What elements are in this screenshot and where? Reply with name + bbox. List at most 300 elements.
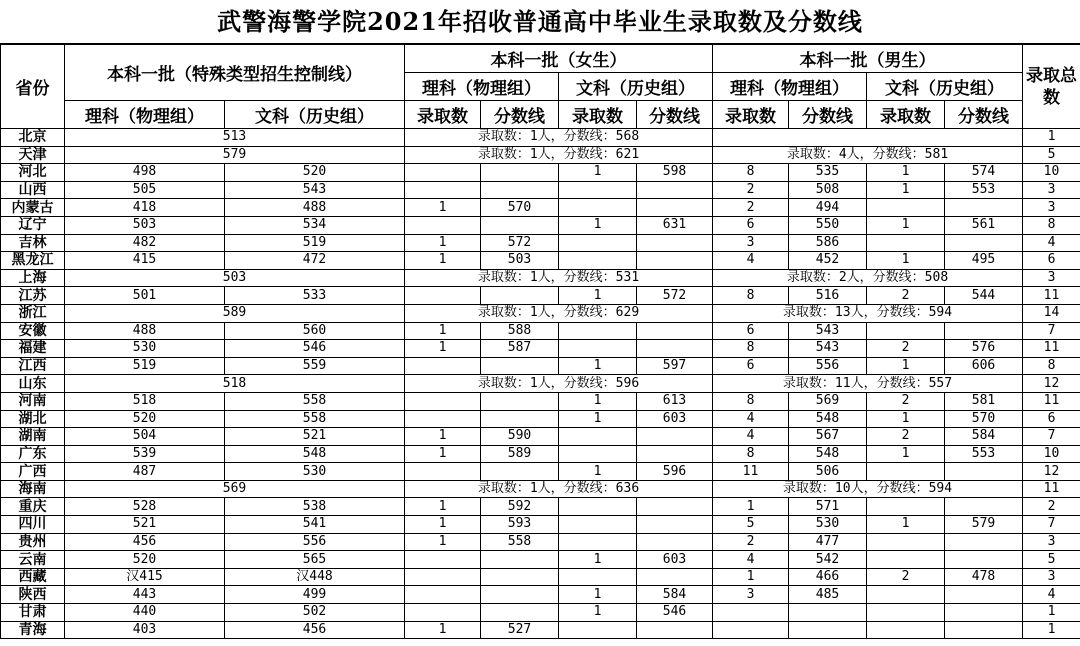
table-cell: 6 xyxy=(713,216,789,234)
table-cell xyxy=(559,340,637,358)
table-cell xyxy=(559,181,637,199)
table-cell: 530 xyxy=(789,516,867,534)
table-cell: 569 xyxy=(789,392,867,410)
table-cell: 403 xyxy=(65,621,225,639)
table-cell xyxy=(867,463,945,481)
table-cell: 1 xyxy=(405,199,481,217)
table-cell: 录取数：1人，分数线：531 xyxy=(405,269,713,287)
table-row xyxy=(1,445,1080,463)
table-cell: 11 xyxy=(713,463,789,481)
province-cell: 甘肃 xyxy=(1,604,65,622)
table-cell: 录取数：1人，分数线：629 xyxy=(405,304,713,322)
header-male: 本科一批（男生） xyxy=(713,45,1023,73)
table-cell xyxy=(481,181,559,199)
table-cell xyxy=(481,410,559,428)
table-cell: 477 xyxy=(789,533,867,551)
table-cell: 1 xyxy=(867,357,945,375)
table-cell: 533 xyxy=(225,287,405,305)
table-cell: 586 xyxy=(789,234,867,252)
table-cell: 415 xyxy=(65,252,225,270)
table-cell: 550 xyxy=(789,216,867,234)
table-row xyxy=(1,304,1080,322)
table-cell xyxy=(945,604,1023,622)
province-cell: 黑龙江 xyxy=(1,252,65,270)
table-cell xyxy=(789,621,867,639)
table-cell xyxy=(867,604,945,622)
table-cell: 1 xyxy=(559,463,637,481)
table-cell xyxy=(405,551,481,569)
table-cell: 603 xyxy=(637,551,713,569)
table-cell: 603 xyxy=(637,410,713,428)
table-cell: 录取数：4人，分数线：581 xyxy=(713,146,1023,164)
table-cell xyxy=(789,604,867,622)
table-cell: 1 xyxy=(559,357,637,375)
header-special-line: 本科一批（特殊类型招生控制线） xyxy=(65,45,405,101)
total-cell: 7 xyxy=(1023,516,1080,534)
table-cell: 488 xyxy=(65,322,225,340)
table-cell: 598 xyxy=(637,164,713,182)
total-cell: 14 xyxy=(1023,304,1080,322)
table-cell: 1 xyxy=(559,604,637,622)
table-cell: 1 xyxy=(405,445,481,463)
table-cell xyxy=(481,604,559,622)
header-count: 录取数 xyxy=(559,101,637,129)
table-cell xyxy=(637,516,713,534)
table-row xyxy=(1,146,1080,164)
table-cell xyxy=(559,533,637,551)
province-cell: 安徽 xyxy=(1,322,65,340)
table-cell xyxy=(405,586,481,604)
table-cell: 1 xyxy=(559,410,637,428)
table-cell: 1 xyxy=(405,533,481,551)
table-cell xyxy=(637,340,713,358)
table-cell xyxy=(481,287,559,305)
table-row xyxy=(1,252,1080,270)
table-cell: 546 xyxy=(225,340,405,358)
table-cell xyxy=(867,621,945,639)
table-cell: 539 xyxy=(65,445,225,463)
table-cell: 2 xyxy=(867,392,945,410)
table-row xyxy=(1,428,1080,446)
total-cell: 1 xyxy=(1023,621,1080,639)
total-cell: 6 xyxy=(1023,410,1080,428)
table-cell: 1 xyxy=(867,181,945,199)
table-cell xyxy=(945,463,1023,481)
table-cell: 520 xyxy=(65,410,225,428)
table-cell: 2 xyxy=(867,568,945,586)
table-cell: 541 xyxy=(225,516,405,534)
table-cell: 472 xyxy=(225,252,405,270)
table-cell: 631 xyxy=(637,216,713,234)
table-cell: 546 xyxy=(637,604,713,622)
total-cell: 6 xyxy=(1023,252,1080,270)
province-cell: 江西 xyxy=(1,357,65,375)
table-cell: 录取数：1人，分数线：568 xyxy=(405,129,713,147)
table-cell: 1 xyxy=(867,445,945,463)
total-cell: 4 xyxy=(1023,234,1080,252)
header-female: 本科一批（女生） xyxy=(405,45,713,73)
header-province: 省份 xyxy=(1,45,65,129)
header-line-arts: 文科（历史组） xyxy=(225,101,405,129)
table-cell xyxy=(637,428,713,446)
table-cell: 录取数：10人，分数线：594 xyxy=(713,480,1023,498)
table-cell xyxy=(405,164,481,182)
table-cell: 548 xyxy=(789,445,867,463)
table-cell: 504 xyxy=(65,428,225,446)
table-cell: 1 xyxy=(867,164,945,182)
table-cell: 440 xyxy=(65,604,225,622)
table-cell: 8 xyxy=(713,287,789,305)
province-cell: 广东 xyxy=(1,445,65,463)
table-cell xyxy=(945,551,1023,569)
table-cell: 1 xyxy=(405,621,481,639)
table-cell: 录取数：1人，分数线：621 xyxy=(405,146,713,164)
total-cell: 5 xyxy=(1023,551,1080,569)
header-female-arts: 文科（历史组） xyxy=(559,73,713,101)
table-cell xyxy=(559,621,637,639)
table-cell: 录取数：11人，分数线：557 xyxy=(713,375,1023,393)
table-cell: 2 xyxy=(867,428,945,446)
province-cell: 福建 xyxy=(1,340,65,358)
table-cell: 584 xyxy=(637,586,713,604)
table-cell: 418 xyxy=(65,199,225,217)
table-row xyxy=(1,551,1080,569)
table-cell: 506 xyxy=(789,463,867,481)
table-cell: 613 xyxy=(637,392,713,410)
header-male-arts: 文科（历史组） xyxy=(867,73,1023,101)
table-cell: 1 xyxy=(867,410,945,428)
table-cell: 520 xyxy=(65,551,225,569)
table-cell xyxy=(559,516,637,534)
total-cell: 3 xyxy=(1023,269,1080,287)
table-cell: 4 xyxy=(713,428,789,446)
table-cell xyxy=(945,621,1023,639)
table-cell: 572 xyxy=(637,287,713,305)
table-cell: 576 xyxy=(945,340,1023,358)
table-cell: 590 xyxy=(481,428,559,446)
table-row xyxy=(1,199,1080,217)
table-row xyxy=(1,322,1080,340)
total-cell: 4 xyxy=(1023,586,1080,604)
table-cell: 3 xyxy=(713,234,789,252)
table-cell xyxy=(637,568,713,586)
table-cell xyxy=(713,621,789,639)
table-cell xyxy=(637,533,713,551)
province-cell: 江苏 xyxy=(1,287,65,305)
table-cell xyxy=(559,428,637,446)
table-cell xyxy=(405,287,481,305)
table-cell: 1 xyxy=(405,252,481,270)
table-row xyxy=(1,129,1080,147)
table-cell: 1 xyxy=(405,234,481,252)
table-cell: 1 xyxy=(559,551,637,569)
table-cell xyxy=(481,568,559,586)
table-cell xyxy=(481,392,559,410)
table-row xyxy=(1,181,1080,199)
table-cell: 4 xyxy=(713,252,789,270)
table-cell: 456 xyxy=(65,533,225,551)
total-cell: 8 xyxy=(1023,357,1080,375)
table-cell: 1 xyxy=(559,164,637,182)
table-cell: 508 xyxy=(789,181,867,199)
header-count: 录取数 xyxy=(405,101,481,129)
table-cell xyxy=(481,216,559,234)
table-cell: 543 xyxy=(789,340,867,358)
table-cell xyxy=(559,498,637,516)
table-cell: 542 xyxy=(789,551,867,569)
table-cell: 579 xyxy=(65,146,405,164)
table-cell: 567 xyxy=(789,428,867,446)
province-cell: 青海 xyxy=(1,621,65,639)
table-cell xyxy=(405,357,481,375)
table-cell: 543 xyxy=(225,181,405,199)
table-cell xyxy=(713,604,789,622)
province-cell: 云南 xyxy=(1,551,65,569)
total-cell: 3 xyxy=(1023,181,1080,199)
table-cell: 588 xyxy=(481,322,559,340)
table-cell: 456 xyxy=(225,621,405,639)
table-cell: 559 xyxy=(225,357,405,375)
table-cell: 587 xyxy=(481,340,559,358)
total-cell: 3 xyxy=(1023,568,1080,586)
table-cell: 1 xyxy=(559,586,637,604)
table-cell xyxy=(637,498,713,516)
table-cell: 4 xyxy=(713,551,789,569)
province-cell: 上海 xyxy=(1,269,65,287)
table-cell: 482 xyxy=(65,234,225,252)
total-cell: 11 xyxy=(1023,287,1080,305)
table-row xyxy=(1,392,1080,410)
header-score: 分数线 xyxy=(945,101,1023,129)
table-cell: 录取数：13人，分数线：594 xyxy=(713,304,1023,322)
table-cell: 530 xyxy=(225,463,405,481)
table-cell: 593 xyxy=(481,516,559,534)
table-cell: 528 xyxy=(65,498,225,516)
total-cell: 10 xyxy=(1023,445,1080,463)
table-cell: 3 xyxy=(713,586,789,604)
table-cell: 8 xyxy=(713,392,789,410)
table-row xyxy=(1,621,1080,639)
table-row xyxy=(1,164,1080,182)
table-cell xyxy=(559,322,637,340)
table-row xyxy=(1,410,1080,428)
header-line-sci: 理科（物理组） xyxy=(65,101,225,129)
table-cell: 584 xyxy=(945,428,1023,446)
table-cell xyxy=(867,322,945,340)
table-cell: 516 xyxy=(789,287,867,305)
table-cell xyxy=(559,568,637,586)
admission-table xyxy=(0,44,1080,639)
table-cell xyxy=(945,322,1023,340)
table-row xyxy=(1,287,1080,305)
table-cell: 513 xyxy=(65,129,405,147)
header-count: 录取数 xyxy=(713,101,789,129)
table-cell: 1 xyxy=(559,216,637,234)
table-cell: 2 xyxy=(713,533,789,551)
table-cell: 5 xyxy=(713,516,789,534)
table-cell xyxy=(867,234,945,252)
table-cell xyxy=(481,357,559,375)
table-cell xyxy=(559,234,637,252)
total-cell: 11 xyxy=(1023,392,1080,410)
total-cell: 8 xyxy=(1023,216,1080,234)
table-row xyxy=(1,533,1080,551)
table-cell: 548 xyxy=(225,445,405,463)
table-cell: 553 xyxy=(945,181,1023,199)
table-cell: 579 xyxy=(945,516,1023,534)
table-cell xyxy=(405,568,481,586)
header-score: 分数线 xyxy=(637,101,713,129)
province-cell: 重庆 xyxy=(1,498,65,516)
table-cell: 501 xyxy=(65,287,225,305)
province-cell: 西藏 xyxy=(1,568,65,586)
table-cell: 485 xyxy=(789,586,867,604)
table-cell xyxy=(481,586,559,604)
table-cell: 556 xyxy=(789,357,867,375)
total-cell: 1 xyxy=(1023,604,1080,622)
table-row xyxy=(1,463,1080,481)
table-cell: 502 xyxy=(225,604,405,622)
table-cell: 606 xyxy=(945,357,1023,375)
table-row xyxy=(1,375,1080,393)
table-row xyxy=(1,480,1080,498)
table-cell: 530 xyxy=(65,340,225,358)
header-total: 录取总数 xyxy=(1023,45,1080,129)
table-cell: 521 xyxy=(65,516,225,534)
table-cell xyxy=(405,463,481,481)
province-cell: 海南 xyxy=(1,480,65,498)
table-cell: 503 xyxy=(481,252,559,270)
table-cell xyxy=(405,181,481,199)
table-cell: 543 xyxy=(789,322,867,340)
table-cell xyxy=(867,586,945,604)
table-cell xyxy=(481,164,559,182)
table-cell: 2 xyxy=(867,287,945,305)
table-cell xyxy=(945,533,1023,551)
table-cell: 503 xyxy=(65,216,225,234)
total-cell: 10 xyxy=(1023,164,1080,182)
table-cell: 1 xyxy=(867,216,945,234)
table-cell xyxy=(637,621,713,639)
table-cell: 487 xyxy=(65,463,225,481)
table-cell: 466 xyxy=(789,568,867,586)
province-cell: 陕西 xyxy=(1,586,65,604)
table-row xyxy=(1,269,1080,287)
total-cell: 11 xyxy=(1023,480,1080,498)
table-cell xyxy=(559,252,637,270)
table-cell: 553 xyxy=(945,445,1023,463)
table-row xyxy=(1,498,1080,516)
table-cell: 录取数：1人，分数线：636 xyxy=(405,480,713,498)
province-cell: 山东 xyxy=(1,375,65,393)
table-cell: 8 xyxy=(713,445,789,463)
header-score: 分数线 xyxy=(789,101,867,129)
province-cell: 内蒙古 xyxy=(1,199,65,217)
table-cell xyxy=(637,322,713,340)
total-cell: 1 xyxy=(1023,129,1080,147)
table-cell: 1 xyxy=(867,252,945,270)
table-cell: 572 xyxy=(481,234,559,252)
table-cell: 520 xyxy=(225,164,405,182)
table-cell xyxy=(867,498,945,516)
table-cell: 1 xyxy=(405,322,481,340)
table-cell: 1 xyxy=(405,340,481,358)
table-cell xyxy=(867,533,945,551)
table-cell xyxy=(559,445,637,463)
table-cell xyxy=(637,445,713,463)
table-cell: 4 xyxy=(713,410,789,428)
table-cell: 1 xyxy=(405,498,481,516)
table-cell xyxy=(405,410,481,428)
table-cell: 495 xyxy=(945,252,1023,270)
table-cell: 518 xyxy=(65,392,225,410)
table-cell: 558 xyxy=(225,410,405,428)
province-cell: 天津 xyxy=(1,146,65,164)
table-cell: 565 xyxy=(225,551,405,569)
table-cell xyxy=(405,216,481,234)
province-cell: 湖南 xyxy=(1,428,65,446)
table-cell xyxy=(945,498,1023,516)
table-cell: 452 xyxy=(789,252,867,270)
table-cell: 443 xyxy=(65,586,225,604)
table-cell xyxy=(405,604,481,622)
table-cell xyxy=(945,234,1023,252)
table-cell: 8 xyxy=(713,164,789,182)
total-cell: 2 xyxy=(1023,498,1080,516)
table-cell: 2 xyxy=(713,199,789,217)
total-cell: 12 xyxy=(1023,463,1080,481)
table-row xyxy=(1,357,1080,375)
table-cell: 汉448 xyxy=(225,568,405,586)
table-row xyxy=(1,568,1080,586)
province-cell: 广西 xyxy=(1,463,65,481)
province-cell: 贵州 xyxy=(1,533,65,551)
table-cell xyxy=(481,463,559,481)
table-cell: 538 xyxy=(225,498,405,516)
table-cell: 569 xyxy=(65,480,405,498)
table-cell: 548 xyxy=(789,410,867,428)
total-cell: 11 xyxy=(1023,340,1080,358)
table-row xyxy=(1,216,1080,234)
province-cell: 吉林 xyxy=(1,234,65,252)
table-cell xyxy=(867,551,945,569)
table-cell: 561 xyxy=(945,216,1023,234)
table-cell: 503 xyxy=(65,269,405,287)
total-cell: 5 xyxy=(1023,146,1080,164)
table-cell xyxy=(637,181,713,199)
table-cell: 1 xyxy=(867,516,945,534)
total-cell: 3 xyxy=(1023,533,1080,551)
table-cell: 521 xyxy=(225,428,405,446)
province-cell: 浙江 xyxy=(1,304,65,322)
table-row xyxy=(1,604,1080,622)
table-cell: 544 xyxy=(945,287,1023,305)
table-cell: 527 xyxy=(481,621,559,639)
table-cell: 6 xyxy=(713,357,789,375)
table-cell: 录取数：1人，分数线：596 xyxy=(405,375,713,393)
total-cell: 3 xyxy=(1023,199,1080,217)
table-cell: 571 xyxy=(789,498,867,516)
table-cell: 1 xyxy=(405,516,481,534)
table-cell: 570 xyxy=(481,199,559,217)
table-cell xyxy=(637,234,713,252)
table-cell: 574 xyxy=(945,164,1023,182)
header-count: 录取数 xyxy=(867,101,945,129)
table-cell: 589 xyxy=(65,304,405,322)
table-cell: 1 xyxy=(559,287,637,305)
table-cell: 519 xyxy=(225,234,405,252)
table-cell xyxy=(637,199,713,217)
